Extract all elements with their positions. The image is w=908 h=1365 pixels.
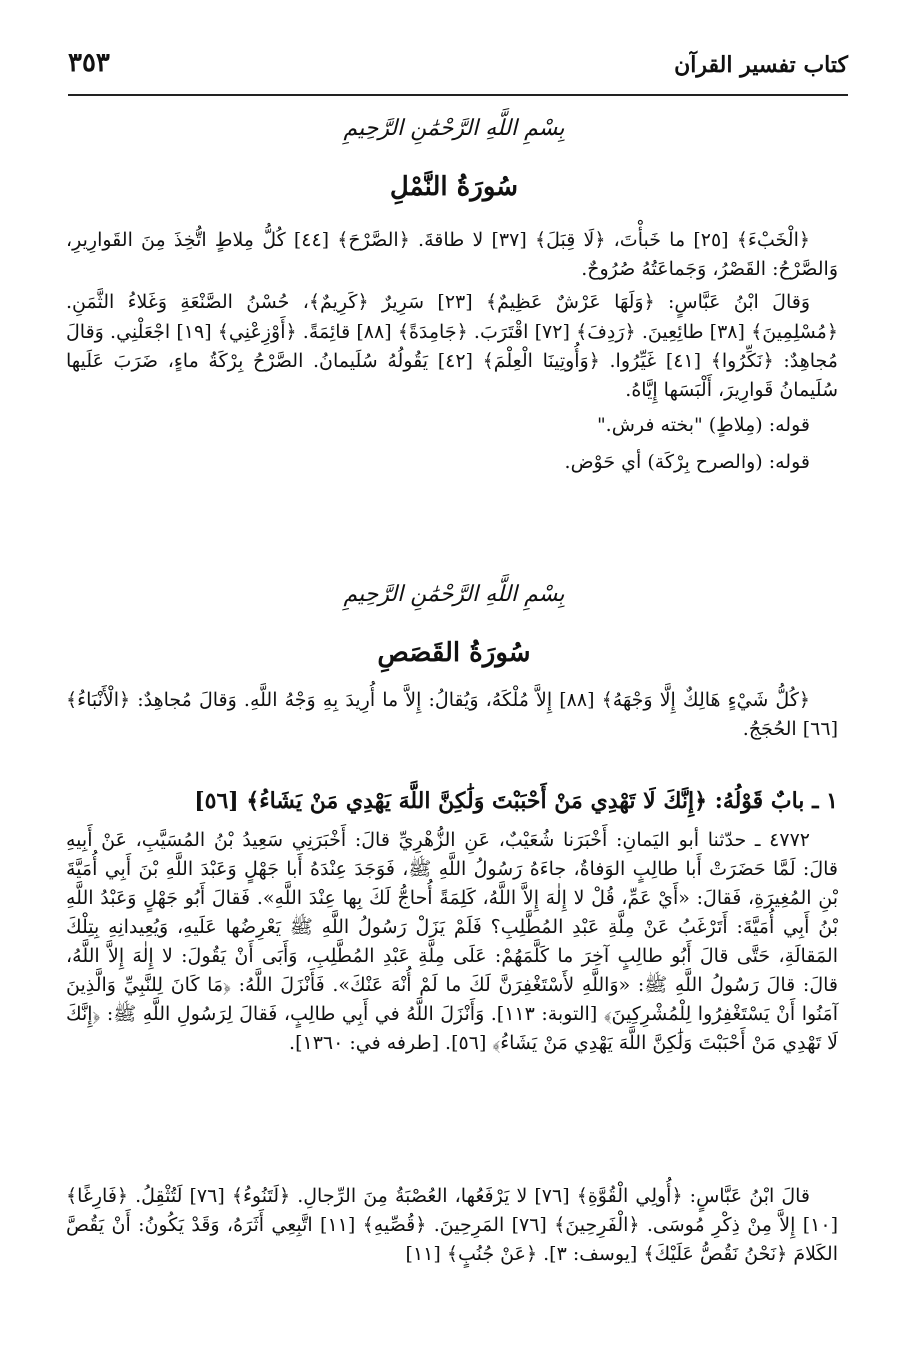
- page-number: ٣٥٣: [68, 48, 110, 78]
- naml-note-1: قوله: (مِلاطٍ) "بخته فرش.": [596, 414, 810, 437]
- qasas-section: [66, 686, 838, 744]
- chapter-number: ١ ـ: [812, 788, 838, 814]
- naml-note-2: قوله: (والصرح بِرْكَة) أي حَوْض.: [564, 451, 810, 474]
- surah-title-naml: سُورَةُ النَّمْلِ: [389, 172, 519, 202]
- surah-title-qasas: سُورَةُ القَصَصِ: [377, 638, 531, 668]
- commentary-text: قالَ ابْنُ عَبَّاسٍ: ﴿أُولِي الْقُوَّةِ﴾ [٧٦] لا يَرْفَعُها، العُصْبَةُ مِنَ الرِّجالِ. ﴿لَتَنُوءُ﴾ [٧٦] لَتُثْقِلُ. ﴿فَارِغًا﴾ [١٠] إِلاَّ مِنْ ذِكْرِ مُوسَى. ﴿الْفَرِحِينَ﴾ [٧٦] المَرِحِينَ. ﴿قُصِّيهِ﴾ [١١] اتَّبِعِي أَثَرَهُ، وَقَدْ يَكُونُ: أَنْ يَقُصَّ الكَلامَ ﴿نَحْنُ نَقُصُّ عَلَيْكَ﴾ [يوسف: ٣]. ﴿عَنْ جُنُبٍ﴾ [١١]: [66, 1185, 838, 1265]
- naml-paragraph-1: ﴿الْخَبْءَ﴾ [٢٥] ما خَبأْتَ، ﴿لَا قِبَلَ﴾ [٣٧] لا طاقةَ. ﴿الصَّرْحَ﴾ [٤٤] كُلُّ مِلاطٍ اتُّخِذَ مِنَ القَوارِيرِ، وَالصَّرْحُ: القَصْرُ، وَجَماعَتُهُ صُرُوحٌ.: [66, 229, 838, 281]
- hadith-section: [66, 826, 838, 1058]
- qasas-paragraph-1: ﴿كُلُّ شَيْءٍ هَالِكٌ إِلَّا وَجْهَهُ﴾ [٨٨] إِلاَّ مُلْكَهُ، وَيُقالُ: إِلاَّ ما أُرِيدَ بِهِ وَجْهُ اللَّهِ. وَقالَ مُجاهِدٌ: ﴿الْأَنْبَاءُ﴾ [٦٦] الحُجَجُ.: [66, 689, 838, 741]
- page-header: [68, 44, 848, 96]
- basmala-qasas: بِسْمِ اللَّهِ الرَّحْمَٰنِ الرَّحِيمِ: [343, 582, 565, 607]
- basmala-naml: بِسْمِ اللَّهِ الرَّحْمَٰنِ الرَّحِيمِ: [343, 116, 565, 141]
- book-title: كتاب تفسير القرآن: [674, 52, 848, 78]
- chapter-heading: [66, 786, 838, 816]
- naml-section: [66, 226, 838, 478]
- hadith-text: ٤٧٧٢ ـ حدّثنا أبو اليَمانِ: أَخْبَرَنا شُعَيْبٌ، عَنِ الزُّهْرِيِّ قالَ: أَخْبَرَنِي سَعِيدُ بْنُ المُسَيَّبِ، عَنْ أَبِيهِ قالَ: لَمَّا حَضَرَتْ أَبا طالِبٍ الوَفاةُ، جاءَهُ رَسُولُ اللَّهِ ﷺ، فَوَجَدَ عِنْدَهُ أَبا جَهْلٍ وَعَبْدَ اللَّهِ بْنَ أَبِي أُمَيَّةَ بْنِ المُغِيرَةِ، فَقالَ: «أَيْ عَمِّ، قُلْ لا إِلٰهَ إِلاَّ اللَّهُ، كَلِمَةً أُحاجُّ لَكَ بِها عِنْدَ اللَّهِ». فَقالَ أَبُو جَهْلٍ وَعَبْدُ اللَّهِ بْنُ أَبِي أُمَيَّةَ: أَتَرْغَبُ عَنْ مِلَّةِ عَبْدِ المُطَّلِبِ؟ فَلَمْ يَزَلْ رَسُولُ اللَّهِ ﷺ يَعْرِضُها عَلَيهِ، وَيُعِيدانِهِ بِتِلْكَ المَقالَةِ، حَتَّى قالَ أَبُو طالِبٍ آخِرَ ما كَلَّمَهُمْ: عَلَى مِلَّةِ عَبْدِ المُطَّلِبِ، وَأَبَى أَنْ يَقُولَ: لا إِلٰهَ إِلاَّ اللَّهُ، قالَ: قالَ رَسُولُ اللَّهِ ﷺ: «وَاللَّهِ لأَسْتَغْفِرَنَّ لَكَ ما لَمْ أُنْهَ عَنْكَ». فَأَنْزَلَ اللَّهُ: ﴿مَا كَانَ لِلنَّبِيِّ وَالَّذِينَ آمَنُوا أَنْ يَسْتَغْفِرُوا لِلْمُشْرِكِينَ﴾ [التوبة: ١١٣]. وَأَنْزَلَ اللَّهُ في أَبِي طالِبٍ، فَقالَ لِرَسُولِ اللَّهِ ﷺ: ﴿إِنَّكَ لَا تَهْدِي مَنْ أَحْبَبْتَ وَلَٰكِنَّ اللَّهَ يَهْدِي مَنْ يَشَاءُ﴾ [٥٦]. [طرفه في: ١٣٦٠].: [66, 829, 838, 1054]
- chapter-title: بابٌ قَوْلُهُ: ﴿إِنَّكَ لَا تَهْدِي مَنْ أَحْبَبْتَ وَلَٰكِنَّ اللَّهَ يَهْدِي مَنْ يَشَاءُ﴾ [٥٦]: [194, 788, 805, 814]
- naml-paragraph-2: وَقالَ ابْنُ عَبَّاسٍ: ﴿وَلَهَا عَرْشٌ عَظِيمٌ﴾ [٢٣] سَرِيرٌ ﴿كَرِيمٌ﴾، حُسْنُ الصَّنْعَةِ وَغَلاءُ الثَّمَنِ. ﴿مُسْلِمِينَ﴾ [٣٨] طائِعِينَ. ﴿رَدِفَ﴾ [٧٢] اقْتَرَبَ. ﴿جَامِدَةً﴾ [٨٨] قائِمَةً. ﴿أَوْزِعْنِي﴾ [١٩] اجْعَلْنِي. وَقالَ مُجاهِدٌ: ﴿نَكِّرُوا﴾ [٤١] غَيِّرُوا. ﴿وَأُوتِينَا الْعِلْمَ﴾ [٤٢] يَقُولُهُ سُلَيمانُ. الصَّرْحُ بِرْكَةُ ماءٍ، ضَرَبَ عَلَيها سُلَيمانُ قَوارِيرَ، أَلْبَسَها إِيَّاهُ.: [66, 291, 838, 402]
- commentary-section: [66, 1182, 838, 1269]
